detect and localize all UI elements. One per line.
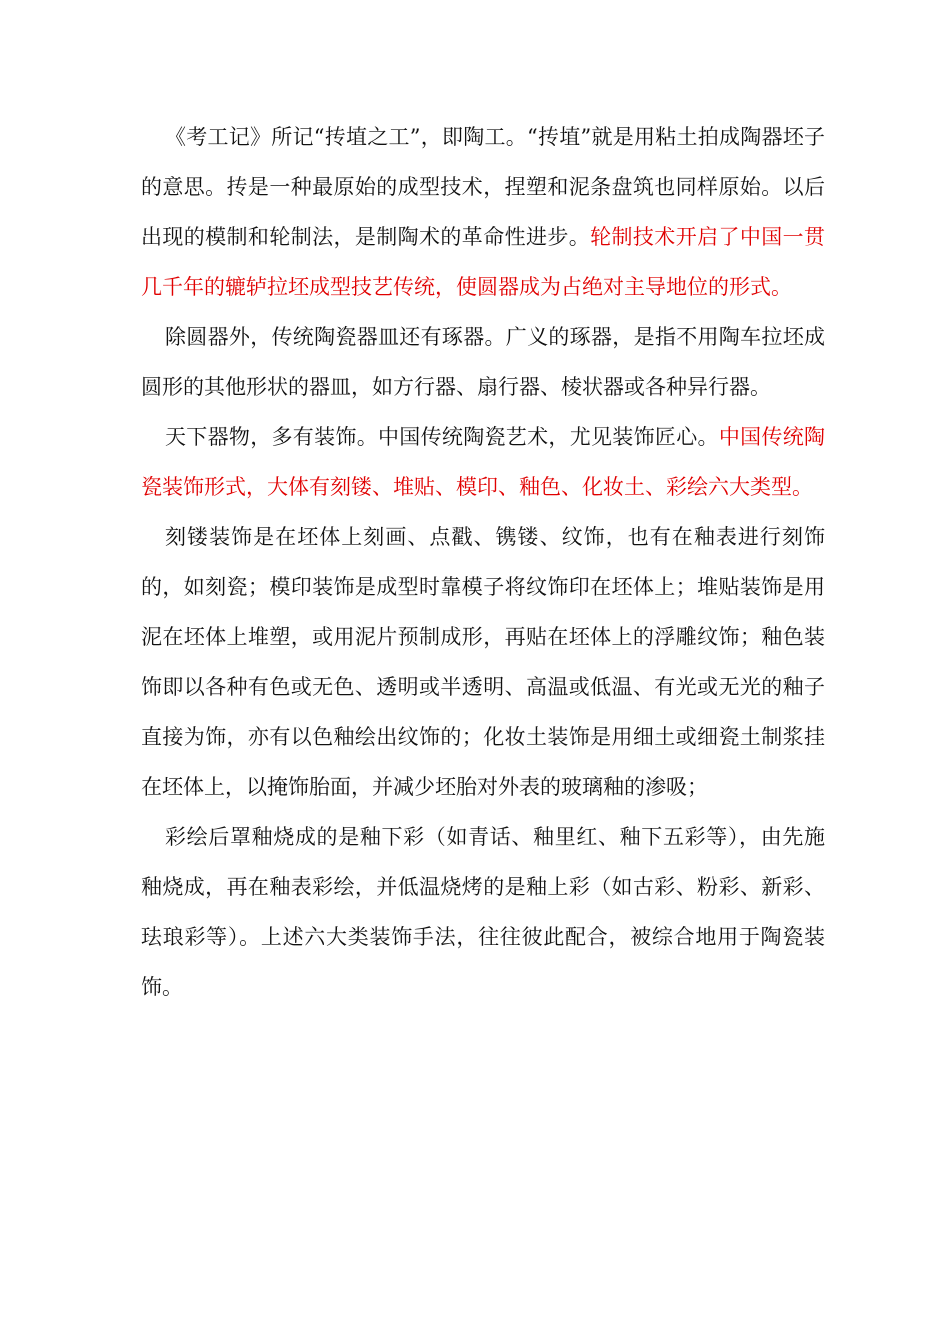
paragraph-painting [141,812,825,1012]
paragraph-text: 《考工记》所记“抟埴之工”，即陶工。“抟埴”就是用粘土拍成陶器坯子的意思。抟是一种最原始的成型技术，捏塑和泥条盘筑也同样原始。以后出现的模制和轮制法，是制陶术的革命性进步。 [141,125,825,249]
document-page [141,112,825,1012]
paragraph-text: 天下器物，多有装饰。中国传统陶瓷艺术，尤见装饰匠心。 [165,425,719,449]
paragraph-decoration-types [141,412,825,512]
highlighted-text: 中国传统陶瓷装饰形式，大体有刻镂、堆贴、模印、釉色、化妆土、彩绘六大类型。 [141,425,826,499]
highlighted-text: 轮制技术开启了中国一贯几千年的辘轳拉坯成型技艺传统，使圆器成为占绝对主导地位的形式。 [141,225,826,299]
paragraph-decoration-details [141,512,825,812]
paragraph-forming-techniques [141,112,825,312]
paragraph-zhuoqi [141,312,825,412]
paragraph-text: 彩绘后罩釉烧成的是釉下彩（如青话、釉里红、釉下五彩等），由先施釉烧成，再在釉表彩绘，并低温烧烤的是釉上彩（如古彩、粉彩、新彩、珐琅彩等）。上述六大类装饰手法，往往彼此配合，被综合地用于陶瓷装饰。 [141,825,825,999]
paragraph-text: 刻镂装饰是在坯体上刻画、点戳、镌镂、纹饰，也有在釉表进行刻饰的，如刻瓷；模印装饰是成型时靠模子将纹饰印在坯体上；堆贴装饰是用泥在坯体上堆塑，或用泥片预制成形，再贴在坯体上的浮雕纹饰；釉色装饰即以各种有色或无色、透明或半透明、高温或低温、有光或无光的釉子直接为饰，亦有以色釉绘出纹饰的；化妆土装饰是用细土或细瓷土制浆挂在坯体上，以掩饰胎面，并减少坯胎对外表的玻璃釉的渗吸； [141,525,825,799]
paragraph-text: 除圆器外，传统陶瓷器皿还有琢器。广义的琢器，是指不用陶车拉坯成圆形的其他形状的器皿，如方行器、扇行器、棱状器或各种异行器。 [141,325,825,399]
